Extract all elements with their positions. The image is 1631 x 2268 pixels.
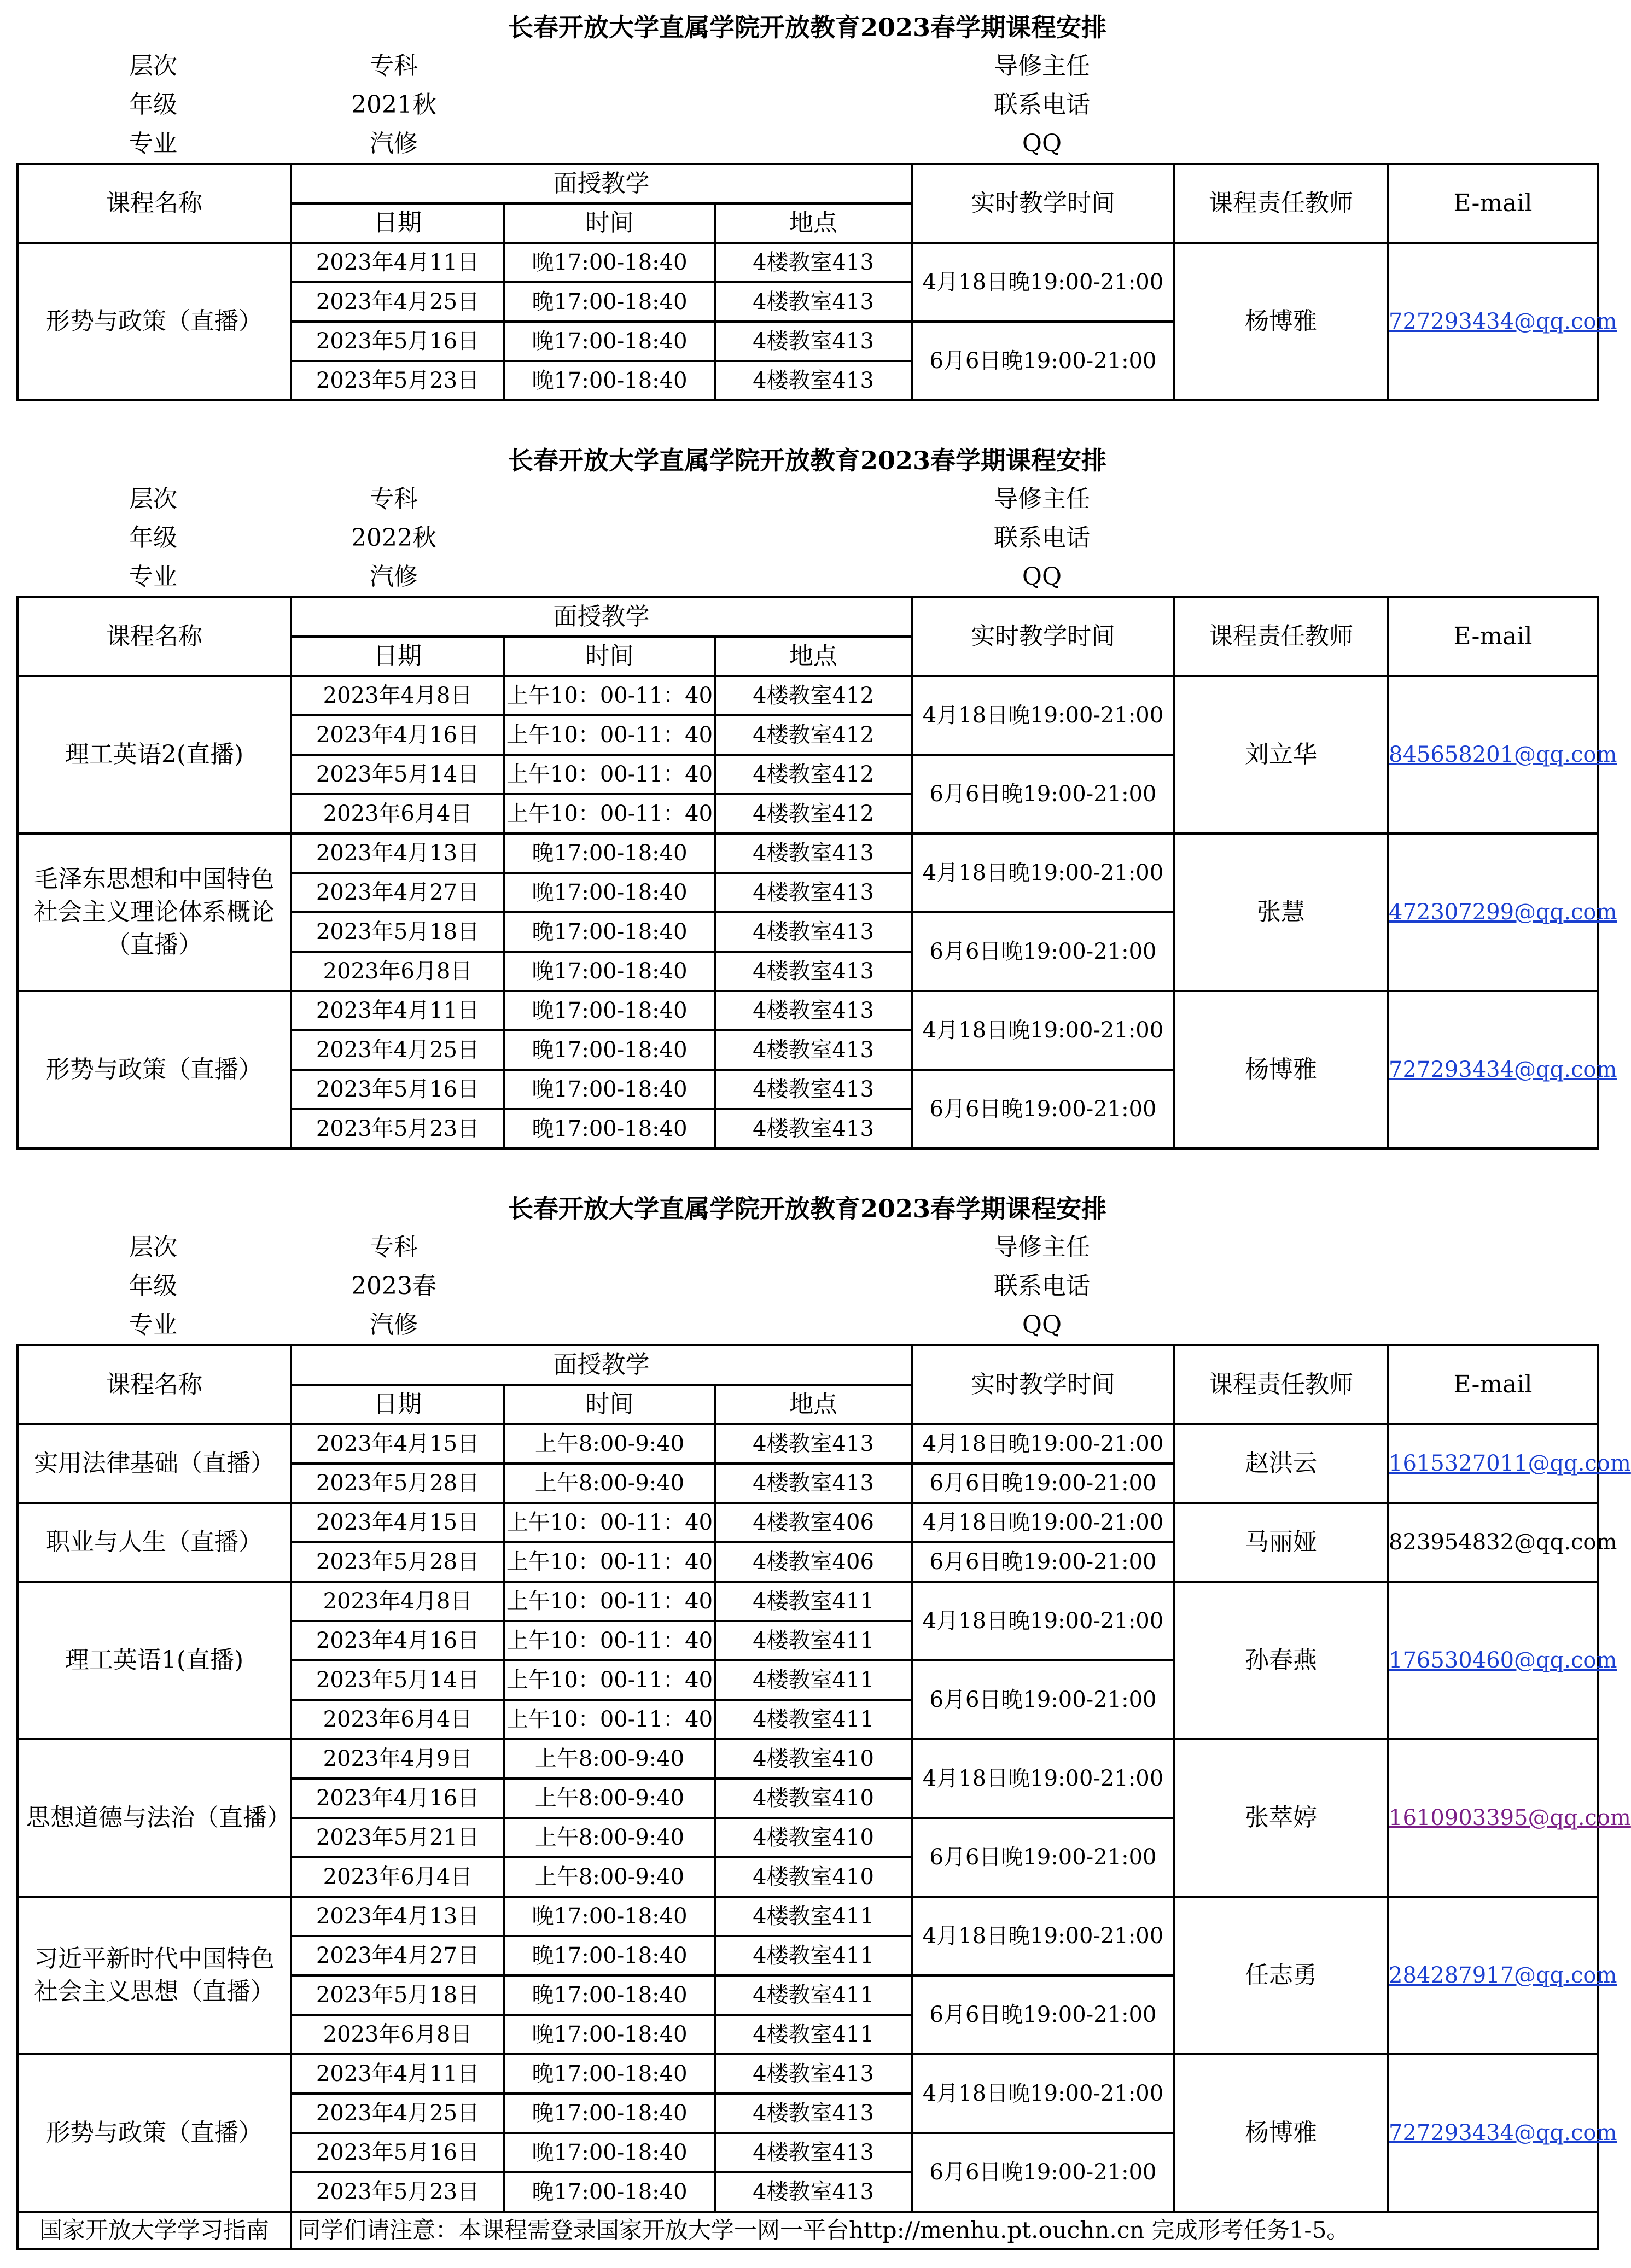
live-time: 6月6日晚19:00-21:00 <box>912 1818 1174 1897</box>
session-time: 晚17:00-18:40 <box>504 322 715 361</box>
meta-value-grade: 2023春 <box>351 1272 436 1300</box>
section-title: 长春开放大学直属学院开放教育2023春学期课程安排 <box>508 13 1107 42</box>
meta-label-qq: QQ <box>1022 130 1062 158</box>
meta-label-qq: QQ <box>1022 1311 1062 1339</box>
header-location: 地点 <box>715 203 912 243</box>
header-live-time: 实时教学时间 <box>912 597 1174 676</box>
teacher-name: 杨博雅 <box>1174 243 1388 400</box>
email-link[interactable]: 472307299@qq.com <box>1389 900 1617 925</box>
session-time: 上午10：00-11：40 <box>504 1542 715 1582</box>
session-time: 晚17:00-18:40 <box>504 991 715 1030</box>
email-link[interactable]: 845658201@qq.com <box>1389 742 1617 767</box>
course-name: 毛泽东思想和中国特色社会主义理论体系概论（直播） <box>18 833 291 991</box>
meta-value-level: 专科 <box>370 485 418 513</box>
header-date: 日期 <box>291 637 504 676</box>
course-name: 理工英语2(直播) <box>18 676 291 833</box>
course-name: 职业与人生（直播） <box>18 1503 291 1582</box>
session-date: 2023年4月13日 <box>291 1897 504 1936</box>
session-time: 晚17:00-18:40 <box>504 1936 715 1975</box>
session-date: 2023年5月23日 <box>291 1109 504 1148</box>
live-time: 6月6日晚19:00-21:00 <box>912 1464 1174 1503</box>
session-location: 4楼教室413 <box>715 1030 912 1070</box>
meta-label-major: 专业 <box>129 130 177 158</box>
session-time: 上午10：00-11：40 <box>504 676 715 715</box>
meta-label-level: 层次 <box>129 485 177 513</box>
session-location: 4楼教室410 <box>715 1818 912 1857</box>
email-link: 823954832@qq.com <box>1389 1530 1617 1555</box>
header-live-time: 实时教学时间 <box>912 1345 1174 1424</box>
session-time: 上午10：00-11：40 <box>504 1621 715 1660</box>
teacher-name: 张慧 <box>1174 833 1388 991</box>
header-date: 日期 <box>291 203 504 243</box>
course-name: 形势与政策（直播） <box>18 2054 291 2212</box>
teacher-name: 任志勇 <box>1174 1897 1388 2054</box>
session-location: 4楼教室413 <box>715 991 912 1030</box>
header-email: E-mail <box>1388 1345 1598 1424</box>
email-link[interactable]: 1615327011@qq.com <box>1389 1451 1631 1476</box>
live-time: 6月6日晚19:00-21:00 <box>912 2133 1174 2212</box>
table-row <box>18 676 1598 715</box>
session-time: 上午10：00-11：40 <box>504 794 715 833</box>
header-row <box>18 1345 1598 1385</box>
session-date: 2023年4月8日 <box>291 1582 504 1621</box>
session-date: 2023年4月25日 <box>291 282 504 322</box>
meta-label-tutor: 导修主任 <box>994 485 1090 513</box>
email-link[interactable]: 1610903395@qq.com <box>1389 1805 1631 1830</box>
meta-label-level: 层次 <box>129 52 177 80</box>
meta-label-phone: 联系电话 <box>994 91 1090 119</box>
course-name: 理工英语1(直播) <box>18 1582 291 1739</box>
session-location: 4楼教室413 <box>715 912 912 952</box>
live-time: 4月18日晚19:00-21:00 <box>912 1582 1174 1660</box>
meta-label-grade: 年级 <box>129 91 177 119</box>
session-location: 4楼教室413 <box>715 873 912 912</box>
session-location: 4楼教室413 <box>715 282 912 322</box>
meta-label-qq: QQ <box>1022 563 1062 591</box>
session-date: 2023年5月21日 <box>291 1818 504 1857</box>
session-date: 2023年4月8日 <box>291 676 504 715</box>
session-time: 上午8:00-9:40 <box>504 1424 715 1464</box>
schedule-table <box>16 1344 1631 2250</box>
table-row <box>18 991 1598 1030</box>
header-teacher: 课程责任教师 <box>1174 597 1388 676</box>
session-date: 2023年5月28日 <box>291 1464 504 1503</box>
header-email: E-mail <box>1388 597 1598 676</box>
session-location: 4楼教室413 <box>715 1424 912 1464</box>
header-time: 时间 <box>504 1385 715 1424</box>
table-row <box>18 1503 1598 1542</box>
session-time: 上午10：00-11：40 <box>504 1503 715 1542</box>
table-row <box>18 1739 1598 1779</box>
session-time: 晚17:00-18:40 <box>504 2094 715 2133</box>
teacher-email-cell <box>1388 1739 1631 1897</box>
teacher-name: 赵洪云 <box>1174 1424 1388 1503</box>
meta-label-tutor: 导修主任 <box>994 52 1090 80</box>
live-time: 6月6日晚19:00-21:00 <box>912 912 1174 991</box>
meta-label-phone: 联系电话 <box>994 1272 1090 1300</box>
session-location: 4楼教室413 <box>715 322 912 361</box>
session-date: 2023年5月16日 <box>291 1070 504 1109</box>
session-date: 2023年4月27日 <box>291 1936 504 1975</box>
session-location: 4楼教室413 <box>715 1070 912 1109</box>
session-date: 2023年4月11日 <box>291 2054 504 2094</box>
session-time: 上午8:00-9:40 <box>504 1464 715 1503</box>
session-date: 2023年4月16日 <box>291 715 504 755</box>
header-face-to-face: 面授教学 <box>291 164 912 203</box>
session-date: 2023年4月13日 <box>291 833 504 873</box>
meta-value-major: 汽修 <box>370 130 418 158</box>
meta-label-major: 专业 <box>129 1311 177 1339</box>
schedule-table <box>16 163 1617 401</box>
session-date: 2023年5月18日 <box>291 912 504 952</box>
session-date: 2023年4月11日 <box>291 991 504 1030</box>
session-time: 上午10：00-11：40 <box>504 715 715 755</box>
session-location: 4楼教室410 <box>715 1739 912 1779</box>
session-time: 上午8:00-9:40 <box>504 1818 715 1857</box>
session-time: 晚17:00-18:40 <box>504 1030 715 1070</box>
session-location: 4楼教室413 <box>715 1109 912 1148</box>
header-teacher: 课程责任教师 <box>1174 1345 1388 1424</box>
session-location: 4楼教室412 <box>715 676 912 715</box>
teacher-email-cell <box>1388 833 1617 991</box>
live-time: 4月18日晚19:00-21:00 <box>912 1739 1174 1818</box>
schedule-table <box>16 596 1617 1150</box>
teacher-email-cell <box>1388 991 1617 1148</box>
session-location: 4楼教室411 <box>715 1936 912 1975</box>
header-live-time: 实时教学时间 <box>912 164 1174 243</box>
footer-note: 同学们请注意：本课程需登录国家开放大学一网一平台http://menhu.pt.ouchn.cn 完成形考任务1-5。 <box>291 2212 1598 2249</box>
session-location: 4楼教室413 <box>715 2054 912 2094</box>
session-time: 上午10：00-11：40 <box>504 1582 715 1621</box>
session-date: 2023年4月16日 <box>291 1779 504 1818</box>
live-time: 6月6日晚19:00-21:00 <box>912 1542 1174 1582</box>
live-time: 6月6日晚19:00-21:00 <box>912 322 1174 400</box>
live-time: 4月18日晚19:00-21:00 <box>912 1424 1174 1464</box>
session-location: 4楼教室413 <box>715 833 912 873</box>
session-time: 晚17:00-18:40 <box>504 1109 715 1148</box>
session-date: 2023年6月8日 <box>291 2015 504 2054</box>
session-date: 2023年4月15日 <box>291 1424 504 1464</box>
live-time: 4月18日晚19:00-21:00 <box>912 2054 1174 2133</box>
session-time: 晚17:00-18:40 <box>504 2054 715 2094</box>
session-location: 4楼教室411 <box>715 1582 912 1621</box>
session-date: 2023年4月27日 <box>291 873 504 912</box>
header-location: 地点 <box>715 637 912 676</box>
footer-label: 国家开放大学学习指南 <box>18 2212 291 2249</box>
table-row <box>18 243 1598 282</box>
session-location: 4楼教室411 <box>715 1660 912 1700</box>
live-time: 6月6日晚19:00-21:00 <box>912 755 1174 833</box>
session-time: 晚17:00-18:40 <box>504 952 715 991</box>
live-time: 4月18日晚19:00-21:00 <box>912 676 1174 755</box>
session-date: 2023年5月23日 <box>291 2172 504 2212</box>
email-link[interactable]: 284287917@qq.com <box>1389 1963 1617 1988</box>
session-time: 上午10：00-11：40 <box>504 1660 715 1700</box>
session-location: 4楼教室413 <box>715 2133 912 2172</box>
header-email: E-mail <box>1388 164 1598 243</box>
session-date: 2023年4月11日 <box>291 243 504 282</box>
meta-value-level: 专科 <box>370 1233 418 1261</box>
teacher-email-cell <box>1388 1424 1631 1503</box>
session-date: 2023年5月16日 <box>291 2133 504 2172</box>
teacher-email-cell <box>1388 1897 1617 2054</box>
email-link[interactable]: 176530460@qq.com <box>1389 1648 1617 1673</box>
session-time: 上午8:00-9:40 <box>504 1857 715 1897</box>
live-time: 6月6日晚19:00-21:00 <box>912 1975 1174 2054</box>
session-time: 晚17:00-18:40 <box>504 282 715 322</box>
session-date: 2023年5月18日 <box>291 1975 504 2015</box>
session-location: 4楼教室413 <box>715 2094 912 2133</box>
live-time: 4月18日晚19:00-21:00 <box>912 991 1174 1070</box>
session-location: 4楼教室413 <box>715 1464 912 1503</box>
live-time: 6月6日晚19:00-21:00 <box>912 1660 1174 1739</box>
session-date: 2023年4月15日 <box>291 1503 504 1542</box>
teacher-email-cell <box>1388 676 1617 833</box>
session-location: 4楼教室410 <box>715 1857 912 1897</box>
session-location: 4楼教室410 <box>715 1779 912 1818</box>
teacher-email-cell <box>1388 243 1617 400</box>
session-location: 4楼教室413 <box>715 361 912 400</box>
live-time: 4月18日晚19:00-21:00 <box>912 243 1174 322</box>
meta-label-phone: 联系电话 <box>994 524 1090 552</box>
session-location: 4楼教室412 <box>715 794 912 833</box>
table-row <box>18 2054 1598 2094</box>
session-date: 2023年4月9日 <box>291 1739 504 1779</box>
teacher-name: 马丽娅 <box>1174 1503 1388 1582</box>
meta-label-grade: 年级 <box>129 524 177 552</box>
meta-value-level: 专科 <box>370 52 418 80</box>
table-row <box>18 1424 1598 1464</box>
header-time: 时间 <box>504 203 715 243</box>
session-date: 2023年4月25日 <box>291 2094 504 2133</box>
teacher-name: 刘立华 <box>1174 676 1388 833</box>
session-time: 上午8:00-9:40 <box>504 1779 715 1818</box>
meta-label-grade: 年级 <box>129 1272 177 1300</box>
course-name: 实用法律基础（直播） <box>18 1424 291 1503</box>
session-time: 晚17:00-18:40 <box>504 2015 715 2054</box>
session-location: 4楼教室411 <box>715 1975 912 2015</box>
session-time: 晚17:00-18:40 <box>504 1975 715 2015</box>
session-location: 4楼教室412 <box>715 715 912 755</box>
header-row <box>18 597 1598 637</box>
teacher-email-cell <box>1388 1503 1617 1582</box>
session-location: 4楼教室413 <box>715 243 912 282</box>
session-date: 2023年5月28日 <box>291 1542 504 1582</box>
session-location: 4楼教室412 <box>715 755 912 794</box>
session-location: 4楼教室411 <box>715 1621 912 1660</box>
teacher-name: 杨博雅 <box>1174 991 1388 1148</box>
live-time: 4月18日晚19:00-21:00 <box>912 833 1174 912</box>
session-location: 4楼教室411 <box>715 1897 912 1936</box>
email-link[interactable]: 727293434@qq.com <box>1389 1057 1617 1082</box>
header-course-name: 课程名称 <box>18 1345 291 1424</box>
header-row <box>18 164 1598 203</box>
header-date: 日期 <box>291 1385 504 1424</box>
course-name: 习近平新时代中国特色社会主义思想（直播） <box>18 1897 291 2054</box>
session-time: 晚17:00-18:40 <box>504 361 715 400</box>
meta-label-level: 层次 <box>129 1233 177 1261</box>
session-date: 2023年6月4日 <box>291 1700 504 1739</box>
header-teacher: 课程责任教师 <box>1174 164 1388 243</box>
meta-label-major: 专业 <box>129 563 177 591</box>
session-location: 4楼教室411 <box>715 2015 912 2054</box>
meta-value-grade: 2021秋 <box>351 91 436 119</box>
section-title: 长春开放大学直属学院开放教育2023春学期课程安排 <box>508 1194 1107 1223</box>
meta-value-major: 汽修 <box>370 1311 418 1339</box>
header-course-name: 课程名称 <box>18 597 291 676</box>
session-date: 2023年5月16日 <box>291 322 504 361</box>
session-location: 4楼教室411 <box>715 1700 912 1739</box>
course-name: 思想道德与法治（直播） <box>18 1739 291 1897</box>
session-location: 4楼教室406 <box>715 1542 912 1582</box>
table-row <box>18 833 1598 873</box>
session-date: 2023年6月8日 <box>291 952 504 991</box>
session-time: 晚17:00-18:40 <box>504 912 715 952</box>
session-time: 晚17:00-18:40 <box>504 1070 715 1109</box>
meta-label-tutor: 导修主任 <box>994 1233 1090 1261</box>
session-time: 上午8:00-9:40 <box>504 1739 715 1779</box>
live-time: 4月18日晚19:00-21:00 <box>912 1897 1174 1975</box>
course-name: 形势与政策（直播） <box>18 991 291 1148</box>
session-date: 2023年5月14日 <box>291 1660 504 1700</box>
meta-value-major: 汽修 <box>370 563 418 591</box>
meta-value-grade: 2022秋 <box>351 524 436 552</box>
session-time: 晚17:00-18:40 <box>504 833 715 873</box>
live-time: 6月6日晚19:00-21:00 <box>912 1070 1174 1148</box>
header-face-to-face: 面授教学 <box>291 1345 912 1385</box>
header-face-to-face: 面授教学 <box>291 597 912 637</box>
section-title: 长春开放大学直属学院开放教育2023春学期课程安排 <box>508 446 1107 475</box>
session-location: 4楼教室413 <box>715 952 912 991</box>
header-location: 地点 <box>715 1385 912 1424</box>
teacher-name: 孙春燕 <box>1174 1582 1388 1739</box>
teacher-name: 杨博雅 <box>1174 2054 1388 2212</box>
table-row <box>18 1582 1598 1621</box>
session-time: 晚17:00-18:40 <box>504 2133 715 2172</box>
session-date: 2023年6月4日 <box>291 1857 504 1897</box>
session-time: 上午10：00-11：40 <box>504 1700 715 1739</box>
header-time: 时间 <box>504 637 715 676</box>
email-link[interactable]: 727293434@qq.com <box>1389 309 1617 334</box>
session-time: 晚17:00-18:40 <box>504 2172 715 2212</box>
course-name: 形势与政策（直播） <box>18 243 291 400</box>
session-time: 晚17:00-18:40 <box>504 243 715 282</box>
email-link[interactable]: 727293434@qq.com <box>1389 2120 1617 2145</box>
table-row <box>18 1897 1598 1936</box>
session-location: 4楼教室413 <box>715 2172 912 2212</box>
session-date: 2023年5月23日 <box>291 361 504 400</box>
teacher-name: 张萃婷 <box>1174 1739 1388 1897</box>
session-date: 2023年4月25日 <box>291 1030 504 1070</box>
session-date: 2023年6月4日 <box>291 794 504 833</box>
session-date: 2023年5月14日 <box>291 755 504 794</box>
live-time: 4月18日晚19:00-21:00 <box>912 1503 1174 1542</box>
teacher-email-cell <box>1388 1582 1617 1739</box>
teacher-email-cell <box>1388 2054 1617 2212</box>
session-time: 晚17:00-18:40 <box>504 873 715 912</box>
header-course-name: 课程名称 <box>18 164 291 243</box>
session-date: 2023年4月16日 <box>291 1621 504 1660</box>
footer-row <box>18 2212 1598 2249</box>
session-location: 4楼教室406 <box>715 1503 912 1542</box>
session-time: 上午10：00-11：40 <box>504 755 715 794</box>
session-time: 晚17:00-18:40 <box>504 1897 715 1936</box>
